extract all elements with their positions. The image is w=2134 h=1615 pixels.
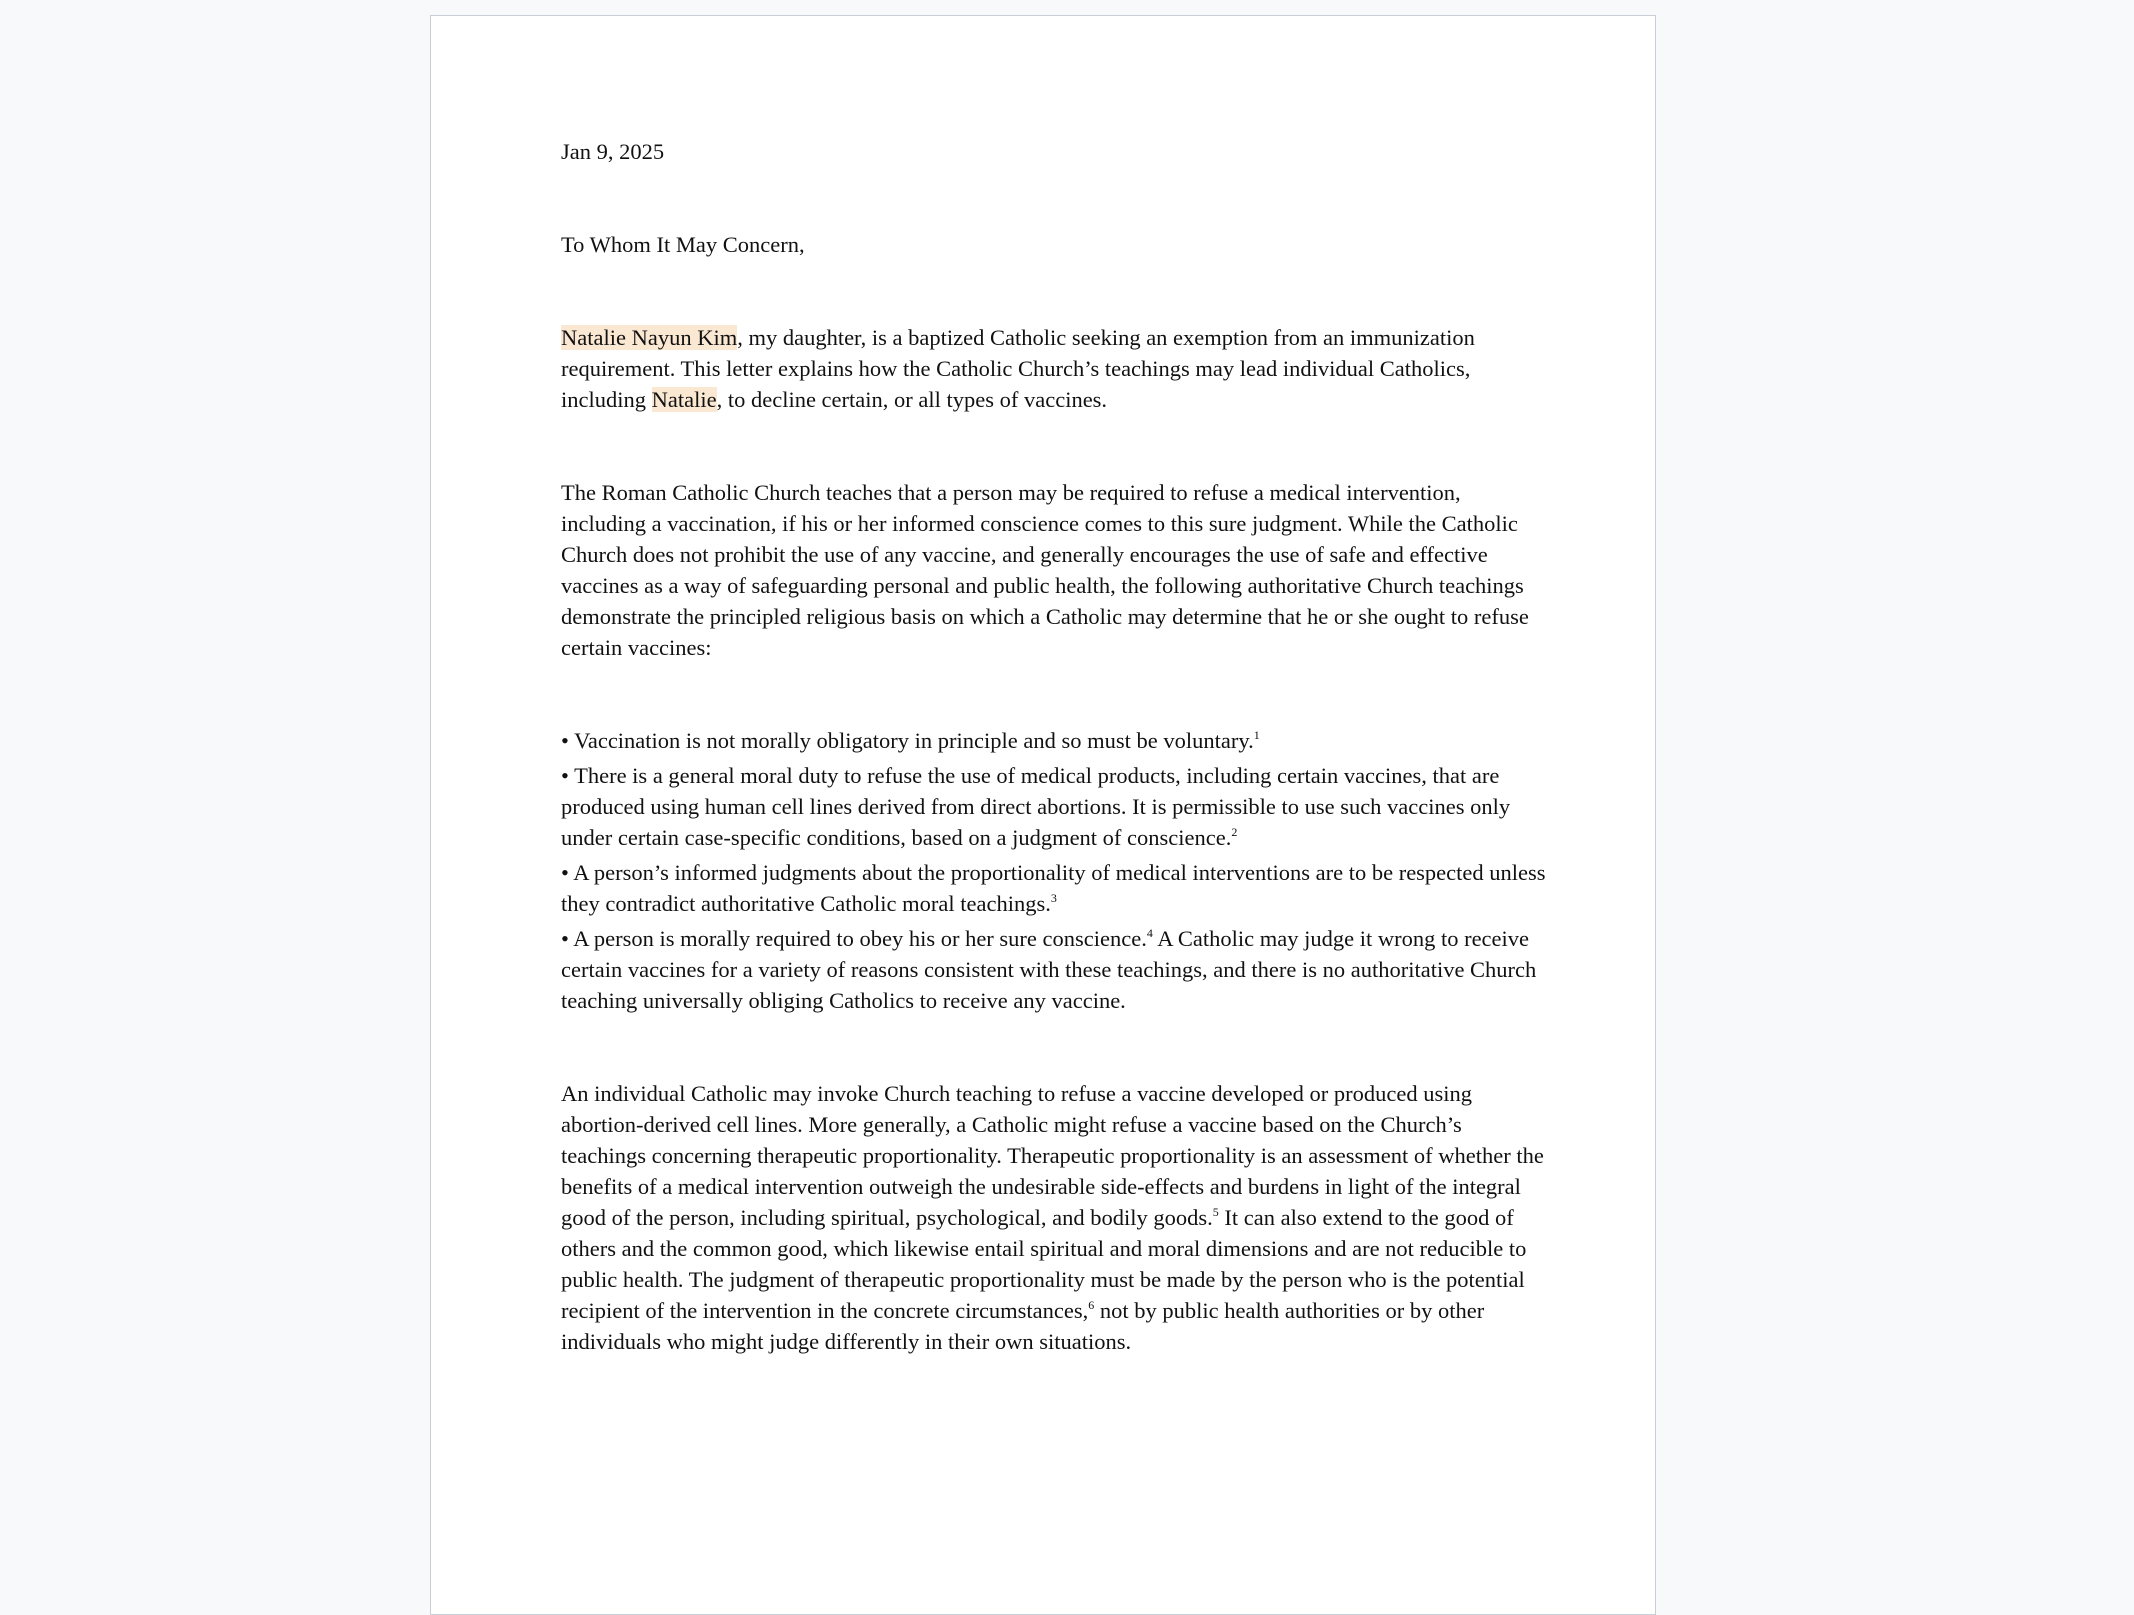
proportionality-paragraph: [561, 1078, 1551, 1357]
bullet-text: • Vaccination is not morally obligatory in principle and so must be voluntary.: [561, 728, 1254, 753]
para3-text-c: not by public health authorities or by other individuals who might judge differently in their own situations.: [561, 1298, 1485, 1354]
highlighted-name-short[interactable]: Natalie: [651, 387, 717, 412]
teachings-bullet-list: [561, 725, 1551, 1016]
bullet-item: [561, 857, 1551, 919]
bullet-text: • A person is morally required to obey his or her sure conscience.: [561, 926, 1147, 951]
footnote-ref[interactable]: 2: [1231, 825, 1238, 839]
bullet-text-continued: A Catholic may judge it wrong to receive certain vaccines for a variety of reasons consistent with these teachings, and there is no authoritative Church teaching universally obliging Catholics to receive any vaccine.: [561, 926, 1537, 1013]
bullet-text: • There is a general moral duty to refuse the use of medical products, including certain vaccines, that are produced using human cell lines derived from direct abortions. It is permissible to use such vaccines only under certain case-specific conditions, based on a judgment of conscience.: [561, 763, 1511, 850]
intro-text-2: , to decline certain, or all types of vaccines.: [716, 387, 1108, 412]
bullet-item: [561, 760, 1551, 853]
footnote-ref[interactable]: 3: [1050, 891, 1057, 905]
letter-body: [561, 136, 1551, 1357]
footnote-ref[interactable]: 1: [1253, 728, 1260, 742]
footnote-ref[interactable]: 4: [1146, 926, 1153, 940]
para3-text-b: It can also extend to the good of others and the common good, which likewise entail spiritual and moral dimensions and are not reducible to public health. The judgment of therapeutic proportionality must be made by the person who is the potential recipient of the intervention in the concrete circumstances,: [561, 1205, 1527, 1323]
footnote-ref[interactable]: 6: [1088, 1298, 1095, 1312]
bullet-item: [561, 725, 1551, 756]
intro-text-1: , my daughter, is a baptized Catholic seeking an exemption from an immunization requirement. This letter explains how the Catholic Church’s teachings may lead individual Catholics, including: [561, 325, 1475, 412]
letter-date: Jan 9, 2025: [561, 139, 665, 164]
highlighted-name-full[interactable]: Natalie Nayun Kim: [561, 325, 738, 350]
bullet-item: [561, 923, 1551, 1016]
footnote-ref[interactable]: 5: [1212, 1205, 1219, 1219]
para3-text-a: An individual Catholic may invoke Church teaching to refuse a vaccine developed or produced using abortion-derived cell lines. More generally, a Catholic might refuse a vaccine based on the Church’s teachings concerning therapeutic proportionality. Therapeutic proportionality is an assessment of whether the benefits of a medical intervention outweigh the undesirable side-effects and burdens in light of the integral good of the person, including spiritual, psychological, and bodily goods.: [561, 1081, 1544, 1230]
bullet-text: • A person’s informed judgments about the proportionality of medical interventions are to be respected unless they contradict authoritative Catholic moral teachings.: [561, 860, 1546, 916]
document-page: [430, 15, 1656, 1615]
intro-paragraph: [561, 322, 1551, 415]
teaching-paragraph: The Roman Catholic Church teaches that a person may be required to refuse a medical intervention, including a vaccination, if his or her informed conscience comes to this sure judgment. While the Catholic Church does not prohibit the use of any vaccine, and generally encourages the use of safe and effective vaccines as a way of safeguarding personal and public health, the following authoritative Church teachings demonstrate the principled religious basis on which a Catholic may determine that he or she ought to refuse certain vaccines:: [561, 480, 1529, 660]
letter-salutation: To Whom It May Concern,: [561, 232, 805, 257]
